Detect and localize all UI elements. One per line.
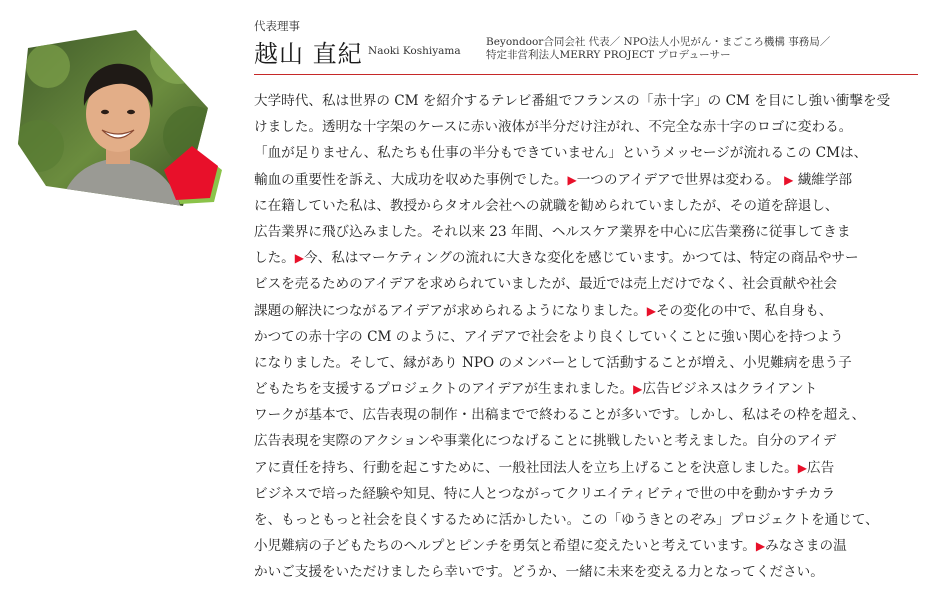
bio-line xyxy=(254,114,918,140)
red-triangle-icon: ▶ xyxy=(755,539,766,554)
bio-line xyxy=(254,245,918,271)
bio-text: 課題の解決につながるアイデアが求められるようになりました。 xyxy=(254,302,647,319)
red-triangle-icon: ▶ xyxy=(797,460,807,475)
affiliation-line: Beyondoor合同会社 代表／ NPO法人小児がん・まごころ機構 事務局／ xyxy=(486,36,831,48)
bio-text: その変化の中で、私自身も、 xyxy=(655,302,833,319)
bio-line xyxy=(254,455,918,481)
bio-text: 一つのアイデアで世界は変わる。 xyxy=(576,171,780,188)
bio-line xyxy=(254,533,918,559)
bio-text: アに責任を持ち、行動を起こすために、一般社団法人を立ち上げることを決意しました。 xyxy=(254,459,798,476)
red-triangle-icon: ▶ xyxy=(646,303,656,318)
biography-text xyxy=(254,88,918,586)
bio-line xyxy=(254,481,918,507)
bio-text: ビジネスで培った経験や知見、特に人とつながってクリエイティビティで世の中を動かすチカラ xyxy=(254,485,836,502)
affiliations xyxy=(486,36,830,62)
bio-text: を、もっともっと社会を良くするために活かしたい。この「ゆうきとのぞみ」プロジェクトを通じて、 xyxy=(254,512,879,528)
bio-text: 広告 xyxy=(806,459,835,476)
bio-text: 広告業界に飛び込みました。それ以来 23 年間、ヘルスケア業界を中心に広告業務に従事してきま xyxy=(254,223,851,240)
role-title: 代表理事 xyxy=(254,19,300,33)
bio-text: 今、私はマーケティングの流れに大きな変化を感じています。かつては、特定の商品やサー xyxy=(304,250,859,267)
bio-line xyxy=(254,88,918,114)
bio-text: どもたちを支援するプロジェクトのアイデアが生まれました。 xyxy=(254,381,634,398)
bio-line xyxy=(254,559,918,585)
bio-text: かつての赤十字の CM のように、アイデアで社会をより良くしていくことに強い関心を持つよう xyxy=(254,328,844,345)
bio-text: ビスを売るためのアイデアを求められていましたが、最近では売上だけでなく、社会貢献や社会 xyxy=(254,276,838,293)
portrait-photo-icon xyxy=(18,26,228,218)
bio-line xyxy=(254,298,918,324)
bio-line xyxy=(254,167,918,193)
bio-line xyxy=(254,271,918,297)
bio-line xyxy=(254,324,918,350)
bio-text: になりました。そして、縁があり NPO のメンバーとして活動することが増え、小児難病を患う子 xyxy=(254,354,852,371)
bio-text: した。 xyxy=(254,250,295,267)
bio-text: 広告ビジネスはクライアント xyxy=(642,381,818,398)
bio-text: 大学時代、私は世界の CM を紹介するテレビ番組でフランスの「赤十字」の CM を目にし強い衝撃を受 xyxy=(254,93,891,109)
bio-line xyxy=(254,219,918,245)
bio-line xyxy=(254,350,918,376)
bio-text: 小児難病の子どもたちのヘルプとピンチを勇気と希望に変えたいと考えています。 xyxy=(254,538,756,555)
red-triangle-icon: ▶ xyxy=(567,172,577,187)
name-japanese: 越山 直紀 xyxy=(254,40,363,68)
bio-text: みなさまの温 xyxy=(765,538,847,555)
bio-line xyxy=(254,193,918,219)
bio-text: ワークが基本で、広告表現の制作・出稿までで終わることが多いです。しかし、私はその枠を超え、 xyxy=(254,407,866,424)
red-triangle-icon: ▶ xyxy=(784,172,794,187)
red-triangle-icon: ▶ xyxy=(294,251,305,266)
profile-photo xyxy=(18,26,228,218)
red-triangle-icon: ▶ xyxy=(633,382,643,397)
bio-line xyxy=(254,402,918,428)
bio-line xyxy=(254,140,918,166)
name-english: Naoki Koshiyama xyxy=(368,45,461,57)
profile-header xyxy=(254,12,918,75)
bio-text: 輸血の重要性を訴え、大成功を収めた事例でした。 xyxy=(254,171,568,188)
bio-text: かいご支援をいただけましたら幸いです。どうか、一緒に未来を変える力となってください。 xyxy=(254,564,824,581)
affiliation-line: 特定非営利法人MERRY PROJECT プロデューサー xyxy=(486,49,731,61)
bio-line xyxy=(254,428,918,454)
bio-text: 「血が足りません、私たちも仕事の半分もできていません」というメッセージが流れるこの CMは、 xyxy=(254,145,868,162)
bio-text: に在籍していた私は、教授からタオル会社への就職を勧められていましたが、その道を辞退し、 xyxy=(254,197,839,214)
bio-text: 繊維学部 xyxy=(797,171,853,188)
bio-line xyxy=(254,507,918,533)
bio-text: 広告表現を実際のアクションや事業化につなげることに挑戦したいと考えました。自分のアイデ xyxy=(254,433,837,450)
bio-line xyxy=(254,376,918,402)
bio-text: けました。透明な十字架のケースに赤い液体が半分だけ注がれ、不完全な赤十字のロゴに変わる。 xyxy=(254,119,853,136)
